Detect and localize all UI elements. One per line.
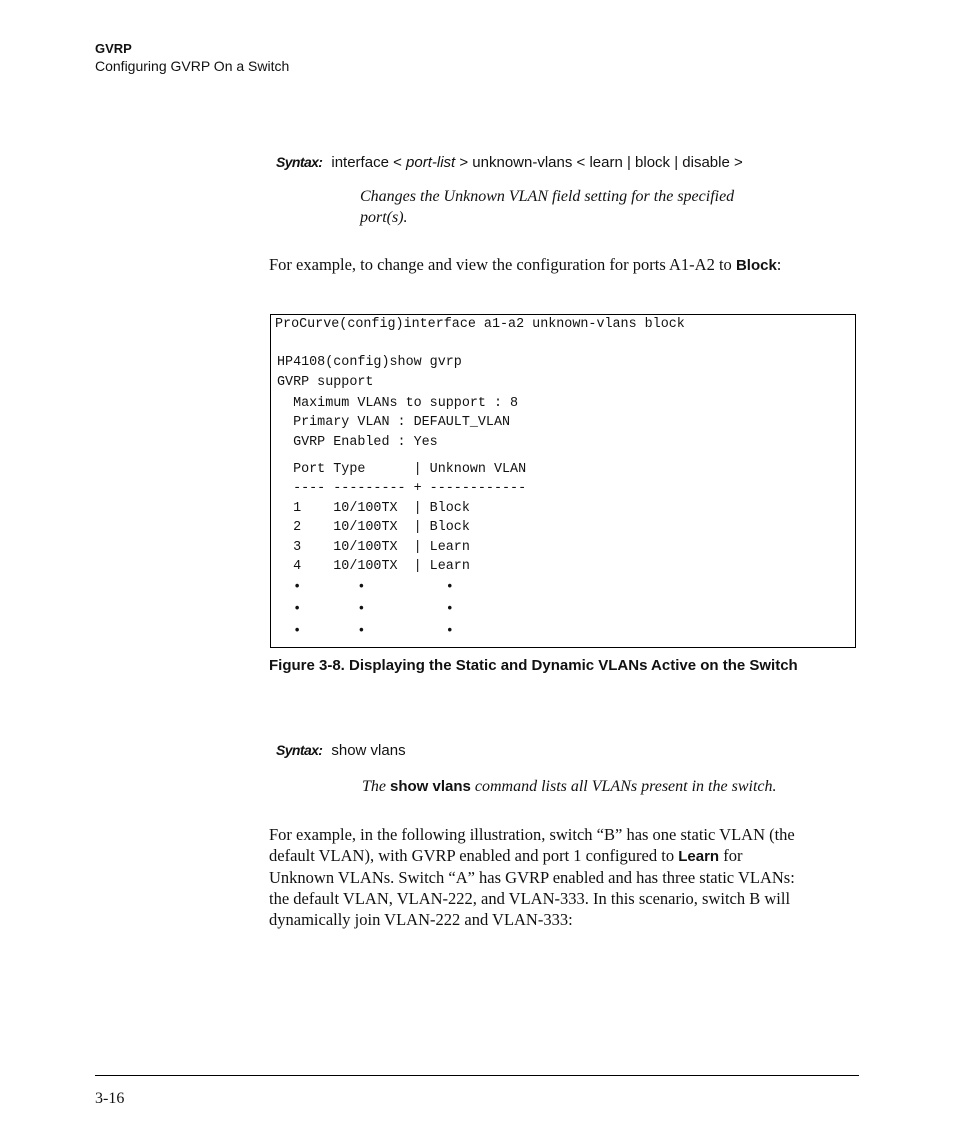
cli-line: HP4108(config)show gvrp: [277, 355, 462, 370]
example-text: For example, to change and view the configuration for ports A1-A2 to: [269, 255, 736, 274]
paragraph-text: for: [719, 846, 743, 865]
running-header: [95, 40, 289, 75]
cli-table-header: Port Type | Unknown VLAN: [277, 462, 527, 477]
cli-line: GVRP support: [277, 375, 374, 390]
syntax-description: [362, 776, 776, 797]
paragraph-keyword: Learn: [678, 848, 720, 865]
paragraph-line: For example, in the following illustration, switch “B” has one static VLAN (the: [269, 825, 795, 844]
cli-ellipsis-row: • • •: [277, 624, 454, 639]
scenario-paragraph: [269, 824, 861, 930]
cli-line: GVRP Enabled : Yes: [277, 435, 438, 450]
figure-caption: Figure 3-8. Displaying the Static and Dynamic VLANs Active on the Switch: [269, 657, 798, 674]
cli-table-separator: ---- --------- + ------------: [277, 481, 527, 496]
header-section-title: Configuring GVRP On a Switch: [95, 58, 290, 74]
syntax-block-show-vlans: [276, 742, 406, 759]
cli-prompt: ProCurve(config)interface a1-a2: [275, 317, 525, 332]
syntax-description: [360, 186, 734, 228]
cli-output-figure: [270, 314, 856, 648]
header-chapter-title: GVRP: [95, 41, 132, 56]
example-keyword: Block: [735, 257, 777, 274]
paragraph-text: default VLAN), with GVRP enabled and port 1 configured to: [269, 846, 679, 865]
paragraph-line: dynamically join VLAN-222 and VLAN-333:: [269, 910, 573, 929]
page-number: 3-16: [95, 1090, 125, 1107]
cli-table-row: 1 10/100TX | Block: [277, 501, 470, 516]
syntax-block-interface: [276, 154, 743, 171]
cli-table-row: 4 10/100TX | Learn: [277, 559, 470, 574]
paragraph-line: [269, 845, 861, 867]
example-paragraph-block: [269, 254, 861, 276]
syntax-description-line: Changes the Unknown VLAN field setting for the specified: [360, 188, 735, 205]
syntax-description-line: port(s).: [360, 209, 408, 226]
footer-divider: [95, 1075, 859, 1076]
cli-line: Maximum VLANs to support : 8: [277, 396, 519, 411]
cli-table-row: 3 10/100TX | Learn: [277, 540, 470, 555]
syntax-command-post: > unknown-vlans < learn | block | disable >: [455, 154, 743, 171]
cli-command: unknown-vlans block: [532, 317, 685, 332]
cli-line: [275, 317, 685, 333]
cli-table-row: 2 10/100TX | Block: [277, 520, 470, 535]
cli-ellipsis-row: • • •: [277, 602, 454, 617]
cli-ellipsis-row: • • •: [277, 580, 454, 595]
description-keyword: show vlans: [390, 778, 471, 795]
paragraph-line: Unknown VLANs. Switch “A” has GVRP enabled and has three static VLANs:: [269, 868, 795, 887]
syntax-command: show vlans: [331, 742, 406, 759]
cli-line: Primary VLAN : DEFAULT_VLAN: [277, 415, 511, 430]
syntax-label: Syntax:: [276, 154, 323, 170]
description-post: command lists all VLANs present in the switch.: [470, 778, 777, 795]
syntax-argument: port-list: [406, 154, 456, 171]
syntax-label: Syntax:: [276, 742, 323, 758]
syntax-command-pre: interface <: [331, 154, 407, 171]
example-suffix: :: [776, 255, 782, 274]
paragraph-line: the default VLAN, VLAN-222, and VLAN-333. In this scenario, switch B will: [269, 889, 791, 908]
description-pre: The: [362, 778, 390, 795]
